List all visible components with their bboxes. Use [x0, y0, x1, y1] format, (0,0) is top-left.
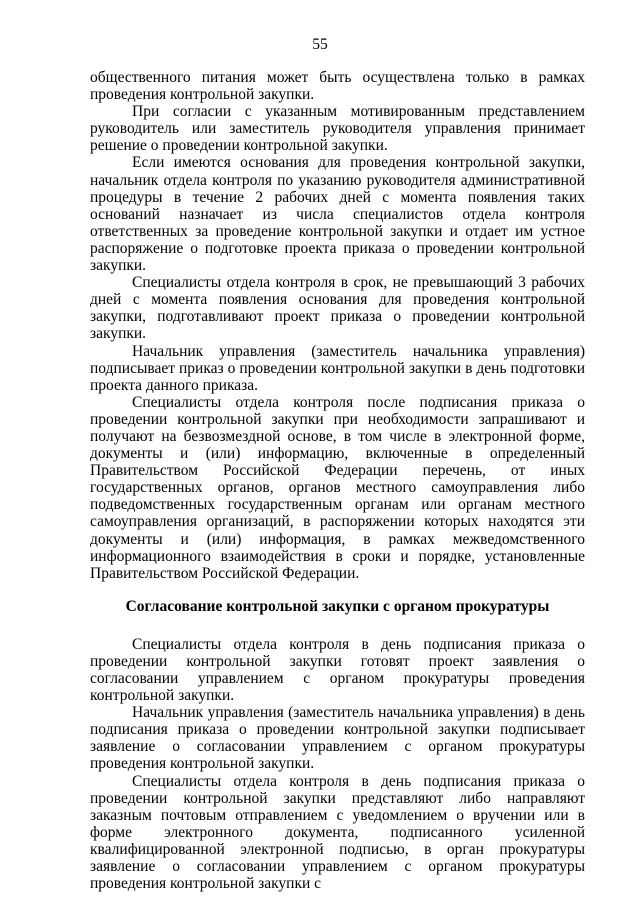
document-body — [90, 69, 585, 892]
page-number: 55 — [312, 36, 328, 53]
paragraph: Если имеются основания для проведения контрольной закупки, начальник отдела контроля по указанию руководителя административной процедуры в течение 2 рабочих дней с момента появления таких оснований назначает из числа специалистов отдела контроля ответственных за проведение контрольной закупки и отдает им устное распоряжение о подготовке проекта приказа о проведении контрольной закупки. — [90, 154, 585, 275]
paragraph: общественного питания может быть осуществлена только в рамках проведения контрольной закупки. — [90, 69, 585, 104]
paragraph: Специалисты отдела контроля в срок, не превышающий 3 рабочих дней с момента появления основания для проведения контрольной закупки, подготавливают проект приказа о проведении контрольной закупки. — [90, 274, 585, 343]
paragraph: Специалисты отдела контроля после подписания приказа о проведении контрольной закупки при необходимости запрашивают и получают на безвозмездной основе, в том числе в электронной форме, документы и (или) информацию, включенные в определенный Правительством Российской Федерации перечень, от иных государственных органов, органов местного самоуправления либо подведомственных государственным органам или органам местного самоуправления организаций, в распоряжении которых находятся эти документы и (или) информация, в рамках межведомственного информационного взаимодействия в сроки и порядке, установленные Правительством Российской Федерации. — [90, 393, 585, 582]
paragraph: Специалисты отдела контроля в день подписания приказа о проведении контрольной закупки готовят проект заявления о согласовании управлением с органом прокуратуры проведения контрольной закупки. — [90, 635, 585, 705]
paragraph: При согласии с указанным мотивированным представлением руководитель или заместитель руководителя управления принимает решение о проведении контрольной закупки. — [90, 103, 585, 155]
section-heading: Согласование контрольной закупки с органом прокуратуры — [125, 597, 550, 615]
paragraph: Специалисты отдела контроля в день подписания приказа о проведении контрольной закупки представляют либо направляют заказным почтовым отправлением с уведомлением о вручении или в форме электронного документа, подписанного усиленной квалифицированной электронной подписью, в орган прокуратуры заявление о согласовании управлением с органом прокуратуры проведения контрольной закупки с — [90, 772, 585, 893]
paragraph: Начальник управления (заместитель начальника управления) подписывает приказ о проведении контрольной закупки в день подготовки проекта данного приказа. — [90, 342, 585, 394]
paragraph: Начальник управления (заместитель начальника управления) в день подписания приказа о проведении контрольной закупки подписывает заявление о согласовании управлением с органом прокуратуры проведения контрольной закупки. — [90, 704, 585, 773]
